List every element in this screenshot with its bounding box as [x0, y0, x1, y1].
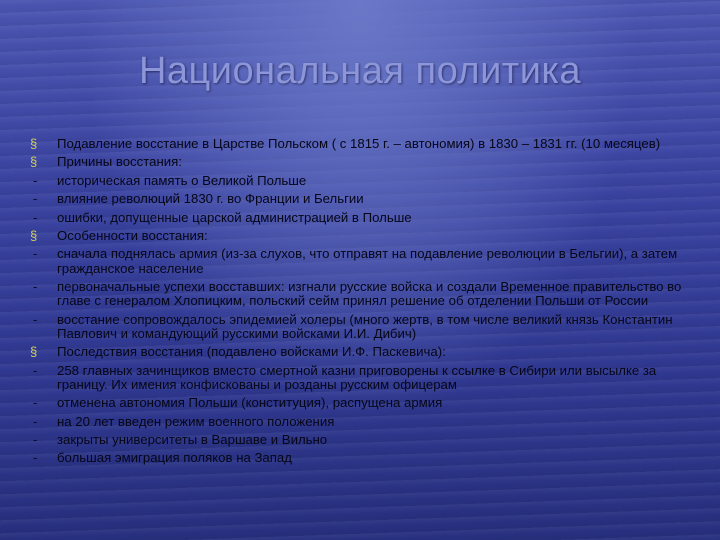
list-item-text: Особенности восстания:	[57, 227, 208, 243]
bullet-marker: §	[30, 154, 38, 170]
list-item	[30, 451, 702, 465]
list-item	[30, 247, 702, 275]
bullet-marker: §	[30, 344, 38, 360]
dash-marker: -	[33, 395, 38, 411]
list-item-text: восстание сопровождалось эпидемией холеры (много жертв, в том числе великий князь Константин Павлович и командующий русскими войсками И.И. Дибич)	[57, 311, 673, 341]
dash-marker: -	[33, 431, 38, 447]
dash-marker: -	[33, 450, 38, 466]
list-item	[30, 313, 702, 341]
list-item-text: Причины восстания:	[57, 154, 182, 170]
dash-marker: -	[33, 246, 38, 262]
list-item-text: большая эмиграция поляков на Запад	[57, 450, 292, 466]
list-item	[30, 211, 702, 225]
list-item	[30, 174, 702, 188]
dash-marker: -	[33, 362, 38, 378]
list-item-text: 258 главных зачинщиков вместо смертной казни приговорены к ссылке в Сибири или высылке за границу. Их имения конфискованы и розданы русским офицерам	[57, 362, 657, 392]
list-item-text: Подавление восстание в Царстве Польском ( с 1815 г. – автономия) в 1830 – 1831 гг. (10 месяцев)	[57, 136, 661, 151]
list-item	[30, 364, 702, 392]
list-item-text: отменена автономия Польши (конституция), распущена армия	[57, 395, 443, 411]
slide-content	[30, 137, 702, 470]
list-item	[30, 192, 702, 206]
list-item-text: сначала поднялась армия (из-за слухов, что отправят на подавление революции в Бельгии), а затем гражданское население	[57, 246, 678, 276]
list-item-text: Последствия восстания (подавлено войсками И.Ф. Паскевича):	[57, 344, 446, 360]
dash-marker: -	[33, 278, 38, 294]
bullet-marker: §	[30, 227, 38, 243]
list-item	[30, 229, 702, 243]
list-item	[30, 415, 702, 429]
list-item-text: на 20 лет введен режим военного положения	[57, 413, 335, 429]
list-item-text: закрыты университеты в Варшаве и Вильно	[57, 431, 328, 447]
list-item-text: ошибки, допущенные царской администрацией в Польше	[57, 209, 412, 225]
list-item-text: историческая память о Великой Польше	[57, 172, 307, 188]
slide-title: Национальная политика	[138, 50, 582, 92]
dash-marker: -	[33, 191, 38, 207]
list-item	[30, 280, 702, 308]
list-item	[30, 137, 702, 151]
list-item	[30, 433, 702, 447]
bullet-marker: §	[30, 136, 38, 151]
list-item	[30, 155, 702, 169]
list-item-text: первоначальные успехи восставших: изгнали русские войска и создали Временное правительство во главе с генералом Хлопицким, польский сейм принял решение об отделении Польши от России	[57, 278, 682, 309]
list-item	[30, 345, 702, 359]
dash-marker: -	[33, 209, 38, 225]
dash-marker: -	[33, 413, 38, 429]
dash-marker: -	[33, 311, 38, 327]
list-item-text: влияние революций 1830 г. во Франции и Бельгии	[57, 191, 364, 207]
dash-marker: -	[33, 172, 38, 188]
list-item	[30, 396, 702, 410]
